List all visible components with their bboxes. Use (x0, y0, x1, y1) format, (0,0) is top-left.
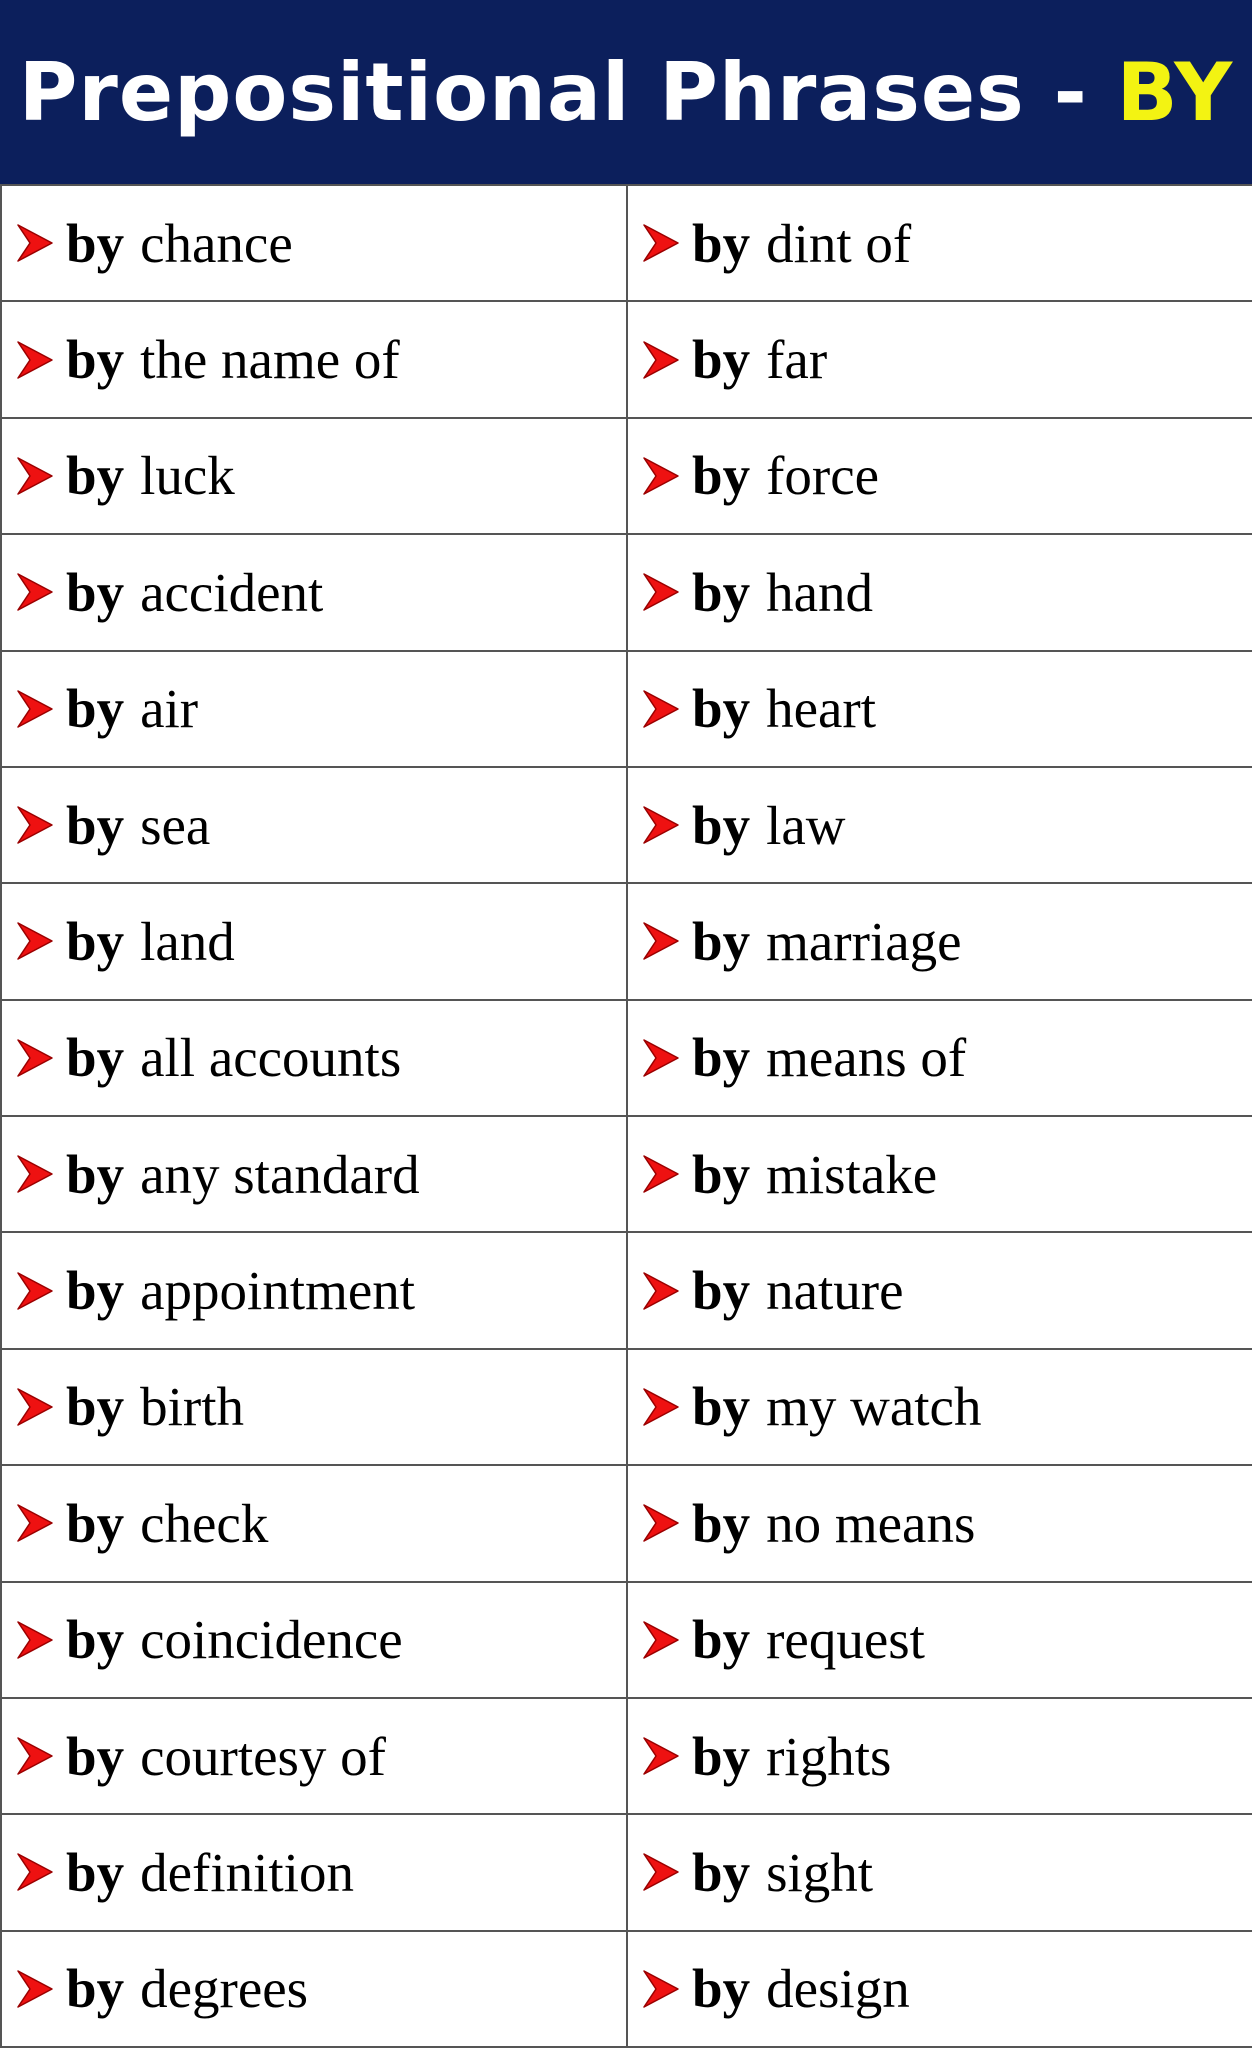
phrase-preposition: by (692, 794, 751, 856)
table-cell (628, 1581, 1252, 1697)
red-arrowhead-icon (16, 456, 54, 496)
phrase-text (692, 212, 912, 274)
phrase-preposition: by (66, 1609, 125, 1671)
phrase-object: hand (766, 561, 874, 623)
phrase-preposition: by (692, 1260, 751, 1322)
title-text: Prepositional Phrases - (18, 45, 1117, 139)
red-arrowhead-icon (16, 1154, 54, 1194)
phrase-text (66, 1492, 269, 1554)
phrase-object: luck (140, 445, 235, 507)
phrase-text (66, 794, 211, 856)
phrase-object: sight (766, 1841, 874, 1903)
red-arrowhead-icon (642, 689, 680, 729)
table-cell (2, 999, 628, 1115)
table-cell (2, 1930, 628, 2046)
table-cell (2, 1697, 628, 1813)
phrase-object: definition (140, 1841, 354, 1903)
phrase-object: design (766, 1958, 910, 2020)
red-arrowhead-icon (16, 1271, 54, 1311)
red-arrowhead-icon (642, 1736, 680, 1776)
phrase-text (66, 1958, 309, 2020)
table-cell (2, 1581, 628, 1697)
red-arrowhead-icon (642, 1387, 680, 1427)
table-cell (628, 300, 1252, 416)
table-cell (2, 184, 628, 300)
phrase-text (66, 445, 235, 507)
phrase-preposition: by (66, 1260, 125, 1322)
phrase-object: accident (140, 561, 324, 623)
phrase-text (66, 1143, 420, 1205)
table-cell (2, 300, 628, 416)
table-cell (628, 1930, 1252, 2046)
table-cell (2, 417, 628, 533)
phrase-object: dint of (766, 212, 912, 274)
phrase-object: degrees (140, 1958, 309, 2020)
phrase-preposition: by (692, 212, 751, 274)
table-cell (2, 533, 628, 649)
red-arrowhead-icon (642, 1620, 680, 1660)
phrase-text (692, 794, 846, 856)
phrase-preposition: by (66, 1725, 125, 1787)
phrase-preposition: by (66, 1841, 125, 1903)
phrase-preposition: by (66, 794, 125, 856)
table-cell (628, 1697, 1252, 1813)
phrase-text (66, 1260, 416, 1322)
phrase-object: coincidence (140, 1609, 403, 1671)
phrase-object: air (140, 678, 199, 740)
phrase-object: marriage (766, 910, 962, 972)
phrase-preposition: by (692, 910, 751, 972)
table-cell (628, 999, 1252, 1115)
page-header (0, 0, 1252, 184)
phrase-object: check (140, 1492, 269, 1554)
phrase-object: heart (766, 678, 877, 740)
phrase-object: rights (766, 1725, 892, 1787)
page-title (19, 46, 1233, 139)
phrase-text (692, 1143, 938, 1205)
phrase-text (66, 1609, 403, 1671)
phrase-preposition: by (692, 1609, 751, 1671)
phrase-text (692, 1376, 982, 1438)
phrase-preposition: by (66, 678, 125, 740)
phrase-text (692, 1841, 874, 1903)
red-arrowhead-icon (16, 1969, 54, 2009)
phrase-preposition: by (692, 1958, 751, 2020)
phrase-table (0, 184, 1252, 2048)
phrase-preposition: by (692, 1841, 751, 1903)
red-arrowhead-icon (16, 1387, 54, 1427)
phrase-preposition: by (692, 1725, 751, 1787)
red-arrowhead-icon (642, 1271, 680, 1311)
phrase-object: sea (140, 794, 211, 856)
phrase-object: far (766, 329, 828, 391)
table-cell (628, 650, 1252, 766)
phrase-object: land (140, 910, 235, 972)
phrase-object: any standard (140, 1143, 420, 1205)
phrase-object: the name of (140, 329, 400, 391)
table-cell (628, 1115, 1252, 1231)
phrase-preposition: by (692, 1143, 751, 1205)
red-arrowhead-icon (16, 1852, 54, 1892)
table-cell (628, 882, 1252, 998)
phrase-text (66, 561, 324, 623)
table-cell (628, 1813, 1252, 1929)
phrase-preposition: by (66, 561, 125, 623)
phrase-preposition: by (66, 445, 125, 507)
red-arrowhead-icon (16, 1038, 54, 1078)
phrase-preposition: by (692, 1492, 751, 1554)
red-arrowhead-icon (16, 340, 54, 380)
phrase-object: force (766, 445, 880, 507)
red-arrowhead-icon (642, 1038, 680, 1078)
phrase-object: appointment (140, 1260, 416, 1322)
red-arrowhead-icon (642, 1969, 680, 2009)
phrase-text (692, 1492, 976, 1554)
table-cell (628, 184, 1252, 300)
phrase-text (692, 1725, 892, 1787)
phrase-object: request (766, 1609, 925, 1671)
table-cell (2, 1813, 628, 1929)
phrase-object: birth (140, 1376, 244, 1438)
red-arrowhead-icon (16, 805, 54, 845)
red-arrowhead-icon (642, 1154, 680, 1194)
phrase-preposition: by (66, 1492, 125, 1554)
phrase-text (66, 1027, 402, 1089)
red-arrowhead-icon (16, 1736, 54, 1776)
phrase-text (66, 329, 400, 391)
red-arrowhead-icon (642, 805, 680, 845)
phrase-preposition: by (66, 1376, 125, 1438)
red-arrowhead-icon (16, 223, 54, 263)
phrase-text (692, 329, 828, 391)
table-cell (628, 533, 1252, 649)
table-cell (2, 882, 628, 998)
table-cell (628, 1464, 1252, 1580)
phrase-text (66, 1841, 354, 1903)
title-accent: BY (1116, 45, 1234, 139)
red-arrowhead-icon (642, 456, 680, 496)
phrase-text (692, 910, 962, 972)
phrase-preposition: by (692, 561, 751, 623)
phrase-object: nature (766, 1260, 904, 1322)
red-arrowhead-icon (642, 223, 680, 263)
phrase-object: courtesy of (140, 1725, 386, 1787)
phrase-preposition: by (692, 1027, 751, 1089)
phrase-text (692, 1027, 967, 1089)
phrase-text (692, 1609, 925, 1671)
phrase-object: no means (766, 1492, 976, 1554)
red-arrowhead-icon (642, 1852, 680, 1892)
phrase-preposition: by (692, 329, 751, 391)
phrase-text (66, 1725, 386, 1787)
phrase-preposition: by (692, 678, 751, 740)
phrase-text (66, 1376, 244, 1438)
phrase-text (692, 445, 880, 507)
table-cell (2, 1115, 628, 1231)
table-cell (628, 1231, 1252, 1347)
red-arrowhead-icon (642, 572, 680, 612)
phrase-object: mistake (766, 1143, 938, 1205)
phrase-text (692, 1958, 910, 2020)
red-arrowhead-icon (16, 1620, 54, 1660)
phrase-text (66, 910, 235, 972)
phrase-preposition: by (66, 329, 125, 391)
phrase-object: law (766, 794, 846, 856)
table-cell (628, 766, 1252, 882)
red-arrowhead-icon (16, 689, 54, 729)
phrase-text (692, 678, 877, 740)
table-cell (2, 1348, 628, 1464)
phrase-preposition: by (66, 910, 125, 972)
phrase-text (66, 212, 293, 274)
phrase-preposition: by (66, 1143, 125, 1205)
red-arrowhead-icon (642, 340, 680, 380)
red-arrowhead-icon (16, 572, 54, 612)
red-arrowhead-icon (642, 1503, 680, 1543)
phrase-preposition: by (66, 212, 125, 274)
phrase-text (66, 678, 199, 740)
table-cell (628, 417, 1252, 533)
phrase-object: all accounts (140, 1027, 402, 1089)
red-arrowhead-icon (642, 921, 680, 961)
phrase-preposition: by (692, 1376, 751, 1438)
red-arrowhead-icon (16, 921, 54, 961)
phrase-object: means of (766, 1027, 967, 1089)
phrase-preposition: by (692, 445, 751, 507)
phrase-text (692, 561, 874, 623)
table-cell (2, 766, 628, 882)
table-cell (2, 650, 628, 766)
phrase-text (692, 1260, 904, 1322)
red-arrowhead-icon (16, 1503, 54, 1543)
table-cell (2, 1464, 628, 1580)
table-cell (2, 1231, 628, 1347)
table-cell (628, 1348, 1252, 1464)
phrase-preposition: by (66, 1027, 125, 1089)
phrase-object: my watch (766, 1376, 982, 1438)
phrase-object: chance (140, 212, 293, 274)
phrase-preposition: by (66, 1958, 125, 2020)
